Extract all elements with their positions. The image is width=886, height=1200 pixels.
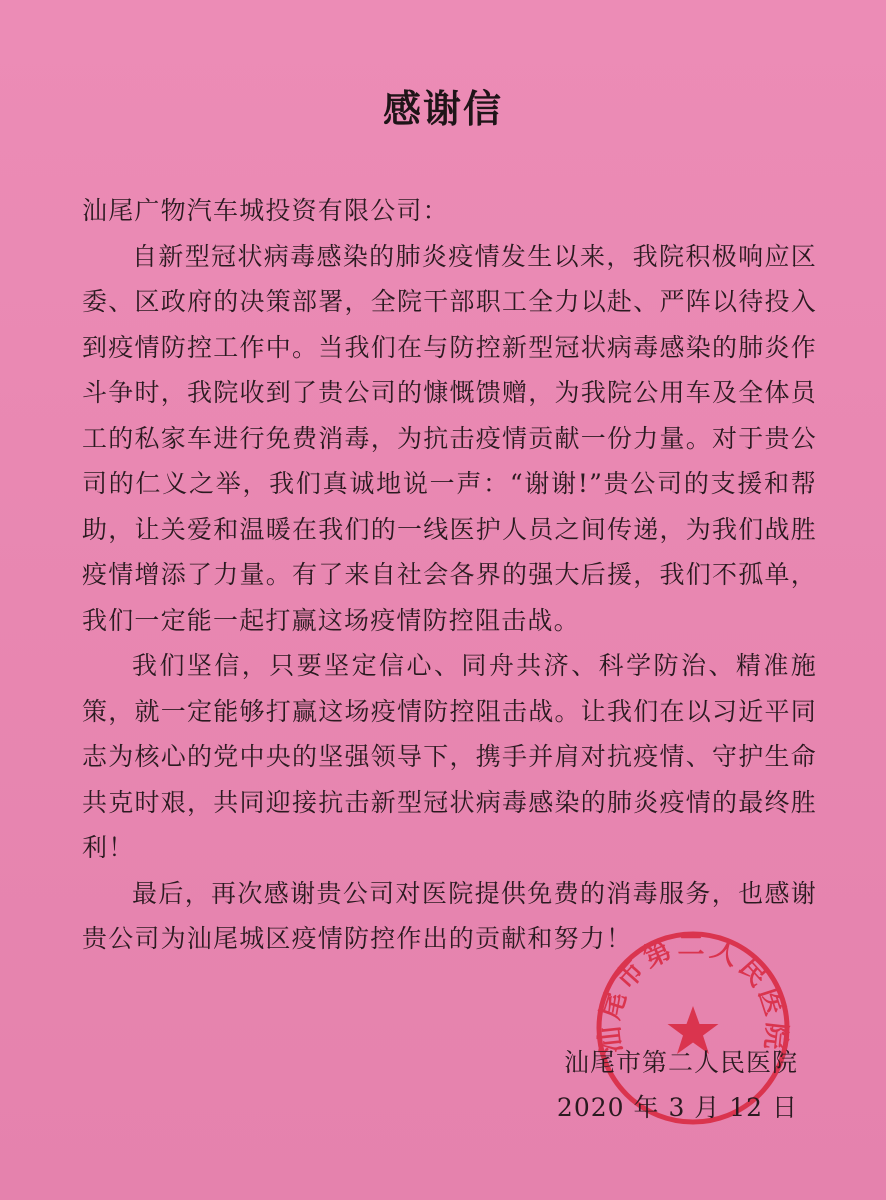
seal-text: 汕尾市第二人民医院 — [593, 930, 793, 1056]
paragraph-2: 我们坚信，只要坚定信心、同舟共济、科学防治、精准施策，就一定能够打赢这场疫情防控阻击战。让我们在以习近平同志为核心的党中央的坚强领导下，携手并肩对抗疫情、守护生命共克时艰，共同迎接抗击新型冠状病毒感染的肺炎疫情的最终胜利！ — [82, 651, 817, 862]
signature-block — [557, 1040, 798, 1130]
salutation: 汕尾广物汽车城投资有限公司： — [82, 196, 449, 225]
letter-title: 感谢信 — [382, 87, 503, 131]
paragraph-1: 自新型冠状病毒感染的肺炎疫情发生以来，我院积极响应区委、区政府的决策部署，全院干部职工全力以赴、严阵以待投入到疫情防控工作中。当我们在与防控新型冠状病毒感染的肺炎作斗争时，我院收到了贵公司的慷慨馈赠，为我院公用车及全体员工的私家车进行免费消毒，为抗击疫情贡献一份力量。对于贵公司的仁义之举，我们真诚地说一声：“谢谢!”贵公司的支援和帮助，让关爱和温暖在我们的一线医护人员之间传递，为我们战胜疫情增添了力量。有了来自社会各界的强大后援，我们不孤单，我们一定能一起打赢这场疫情防控阻击战。 — [82, 241, 817, 635]
paragraph-3: 最后，再次感谢贵公司对医院提供免费的消毒服务，也感谢贵公司为汕尾城区疫情防控作出的贡献和努力！ — [82, 878, 817, 953]
signature-date: 2020 年 3 月 12 日 — [556, 1093, 798, 1122]
signature-org: 汕尾市第二人民医院 — [563, 1048, 798, 1077]
letter-body — [82, 188, 817, 962]
